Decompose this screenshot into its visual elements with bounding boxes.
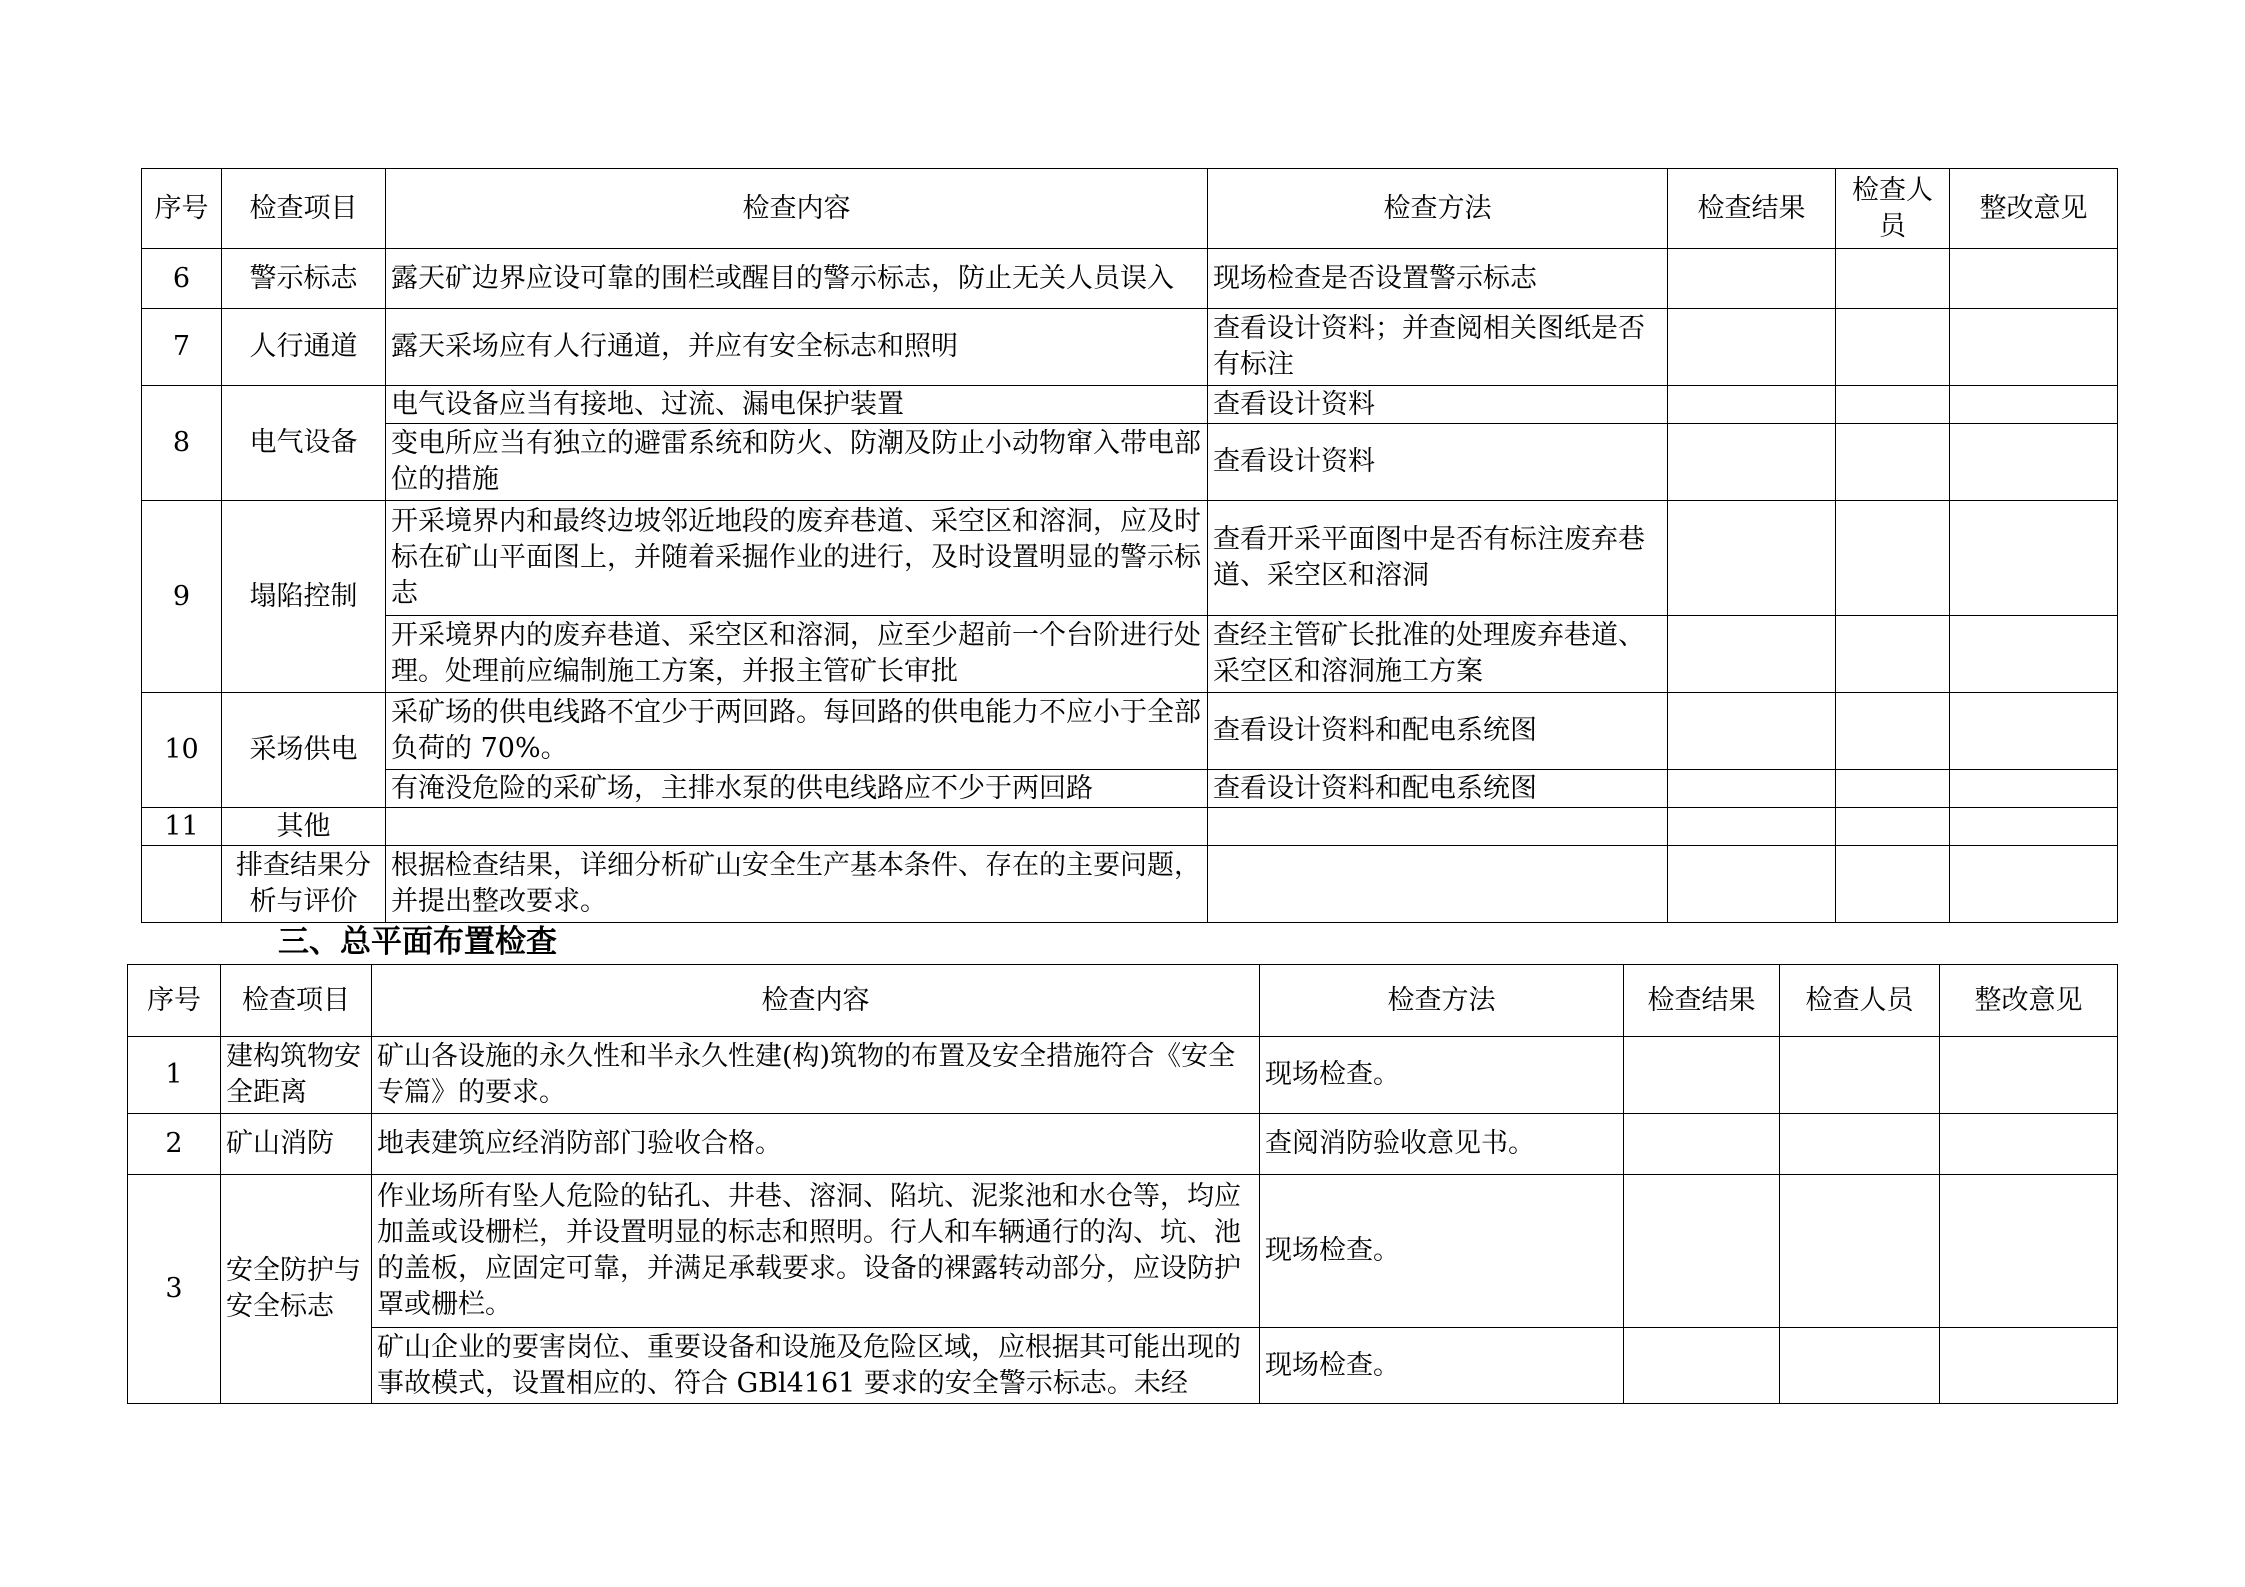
row-content: 采矿场的供电线路不宜少于两回路。每回路的供电能力不应小于全部负荷的 70%。 (386, 693, 1208, 770)
inspector-cell[interactable] (1836, 386, 1950, 424)
row-content: 开采境界内的废弃巷道、采空区和溶洞，应至少超前一个台阶进行处理。处理前应编制施工方案，并报主管矿长审批 (386, 616, 1208, 693)
opinion-cell[interactable] (1950, 309, 2118, 386)
opinion-cell[interactable] (1950, 808, 2118, 846)
inspector-cell[interactable] (1780, 1037, 1940, 1114)
table-row (142, 249, 2118, 309)
row-no: 2 (128, 1114, 221, 1175)
result-cell[interactable] (1624, 1114, 1780, 1175)
header-opinion: 整改意见 (1950, 169, 2118, 249)
result-cell[interactable] (1668, 249, 1836, 309)
row-item: 警示标志 (222, 249, 386, 309)
row-method: 查看开采平面图中是否有标注废弃巷道、采空区和溶洞 (1208, 501, 1668, 616)
opinion-cell[interactable] (1950, 770, 2118, 808)
inspection-table-1 (141, 168, 2118, 923)
row-no: 9 (142, 501, 222, 693)
header-no: 序号 (128, 965, 221, 1037)
result-cell[interactable] (1668, 501, 1836, 616)
section-title: 三、总平面布置检查 (278, 924, 557, 960)
row-content: 有淹没危险的采矿场，主排水泵的供电线路应不少于两回路 (386, 770, 1208, 808)
row-method: 现场检查是否设置警示标志 (1208, 249, 1668, 309)
header-item: 检查项目 (222, 169, 386, 249)
row-no: 3 (128, 1175, 221, 1404)
row-item: 人行通道 (222, 309, 386, 386)
header-inspector: 检查人员 (1836, 169, 1950, 249)
result-cell[interactable] (1668, 309, 1836, 386)
inspector-cell[interactable] (1836, 808, 1950, 846)
row-content[interactable] (386, 808, 1208, 846)
row-no: 7 (142, 309, 222, 386)
row-item: 电气设备 (222, 386, 386, 501)
row-content: 变电所应当有独立的避雷系统和防火、防潮及防止小动物窜入带电部位的措施 (386, 424, 1208, 501)
table-row (142, 424, 2118, 501)
header-content: 检查内容 (386, 169, 1208, 249)
row-no: 1 (128, 1037, 221, 1114)
inspector-cell[interactable] (1836, 846, 1950, 923)
result-cell[interactable] (1624, 1328, 1780, 1404)
row-method: 查看设计资料和配电系统图 (1208, 693, 1668, 770)
inspector-cell[interactable] (1836, 770, 1950, 808)
row-content: 根据检查结果，详细分析矿山安全生产基本条件、存在的主要问题，并提出整改要求。 (386, 846, 1208, 923)
opinion-cell[interactable] (1950, 249, 2118, 309)
result-cell[interactable] (1668, 770, 1836, 808)
inspector-cell[interactable] (1780, 1175, 1940, 1328)
header-result: 检查结果 (1624, 965, 1780, 1037)
result-cell[interactable] (1668, 424, 1836, 501)
row-method[interactable] (1208, 846, 1668, 923)
header-result: 检查结果 (1668, 169, 1836, 249)
row-method: 查看设计资料 (1208, 386, 1668, 424)
row-item: 建构筑物安全距离 (221, 1037, 372, 1114)
inspector-cell[interactable] (1836, 249, 1950, 309)
row-no: 10 (142, 693, 222, 808)
table-header-row (142, 169, 2118, 249)
row-method: 查经主管矿长批准的处理废弃巷道、采空区和溶洞施工方案 (1208, 616, 1668, 693)
result-cell[interactable] (1624, 1037, 1780, 1114)
row-content: 作业场所有坠人危险的钻孔、井巷、溶洞、陷坑、泥浆池和水仓等，均应加盖或设栅栏，并设置明显的标志和照明。行人和车辆通行的沟、坑、池的盖板，应固定可靠，并满足承载要求。设备的裸露转动部分，应设防护罩或栅栏。 (372, 1175, 1260, 1328)
opinion-cell[interactable] (1950, 693, 2118, 770)
row-method: 查看设计资料 (1208, 424, 1668, 501)
result-cell[interactable] (1668, 693, 1836, 770)
row-item: 采场供电 (222, 693, 386, 808)
header-content: 检查内容 (372, 965, 1260, 1037)
opinion-cell[interactable] (1950, 501, 2118, 616)
opinion-cell[interactable] (1950, 424, 2118, 501)
row-content: 矿山各设施的永久性和半永久性建(构)筑物的布置及安全措施符合《安全专篇》的要求。 (372, 1037, 1260, 1114)
table-row (128, 1175, 2118, 1328)
row-item: 矿山消防 (221, 1114, 372, 1175)
inspector-cell[interactable] (1836, 616, 1950, 693)
result-cell[interactable] (1668, 846, 1836, 923)
result-cell[interactable] (1668, 386, 1836, 424)
row-item: 排查结果分析与评价 (222, 846, 386, 923)
table-header-row (128, 965, 2118, 1037)
table-row (142, 770, 2118, 808)
opinion-cell[interactable] (1940, 1175, 2118, 1328)
inspector-cell[interactable] (1780, 1328, 1940, 1404)
row-no: 6 (142, 249, 222, 309)
row-no: 11 (142, 808, 222, 846)
table-row (142, 616, 2118, 693)
header-method: 检查方法 (1208, 169, 1668, 249)
row-content: 地表建筑应经消防部门验收合格。 (372, 1114, 1260, 1175)
header-method: 检查方法 (1260, 965, 1624, 1037)
inspector-cell[interactable] (1836, 424, 1950, 501)
row-content: 露天矿边界应设可靠的围栏或醒目的警示标志，防止无关人员误入 (386, 249, 1208, 309)
table-row (142, 386, 2118, 424)
row-no: 8 (142, 386, 222, 501)
row-content: 露天采场应有人行通道，并应有安全标志和照明 (386, 309, 1208, 386)
opinion-cell[interactable] (1940, 1328, 2118, 1404)
table-row (128, 1037, 2118, 1114)
row-content: 开采境界内和最终边坡邻近地段的废弃巷道、采空区和溶洞，应及时标在矿山平面图上，并随着采掘作业的进行，及时设置明显的警示标志 (386, 501, 1208, 616)
result-cell[interactable] (1624, 1175, 1780, 1328)
row-item: 其他 (222, 808, 386, 846)
row-method: 查阅消防验收意见书。 (1260, 1114, 1624, 1175)
opinion-cell[interactable] (1950, 846, 2118, 923)
header-inspector: 检查人员 (1780, 965, 1940, 1037)
table-row (142, 693, 2118, 770)
row-content: 矿山企业的要害岗位、重要设备和设施及危险区域，应根据其可能出现的事故模式，设置相应的、符合 GBl4161 要求的安全警示标志。未经 (372, 1328, 1260, 1404)
header-item: 检查项目 (221, 965, 372, 1037)
table-row (142, 501, 2118, 616)
inspection-table-2 (127, 964, 2118, 1404)
opinion-cell[interactable] (1950, 616, 2118, 693)
inspector-cell[interactable] (1836, 693, 1950, 770)
inspector-cell[interactable] (1780, 1114, 1940, 1175)
header-opinion: 整改意见 (1940, 965, 2118, 1037)
table-row (128, 1114, 2118, 1175)
table-row (142, 808, 2118, 846)
inspector-cell[interactable] (1836, 309, 1950, 386)
row-method: 查看设计资料和配电系统图 (1208, 770, 1668, 808)
row-no (142, 846, 222, 923)
result-cell[interactable] (1668, 808, 1836, 846)
table-row (142, 846, 2118, 923)
opinion-cell[interactable] (1940, 1114, 2118, 1175)
opinion-cell[interactable] (1940, 1037, 2118, 1114)
row-item: 塌陷控制 (222, 501, 386, 693)
row-method: 现场检查。 (1260, 1328, 1624, 1404)
inspector-cell[interactable] (1836, 501, 1950, 616)
row-item: 安全防护与安全标志 (221, 1175, 372, 1404)
row-method: 查看设计资料；并查阅相关图纸是否有标注 (1208, 309, 1668, 386)
row-method: 现场检查。 (1260, 1037, 1624, 1114)
table-row (128, 1328, 2118, 1404)
table-row (142, 309, 2118, 386)
row-content: 电气设备应当有接地、过流、漏电保护装置 (386, 386, 1208, 424)
result-cell[interactable] (1668, 616, 1836, 693)
row-method: 现场检查。 (1260, 1175, 1624, 1328)
opinion-cell[interactable] (1950, 386, 2118, 424)
header-no: 序号 (142, 169, 222, 249)
row-method[interactable] (1208, 808, 1668, 846)
